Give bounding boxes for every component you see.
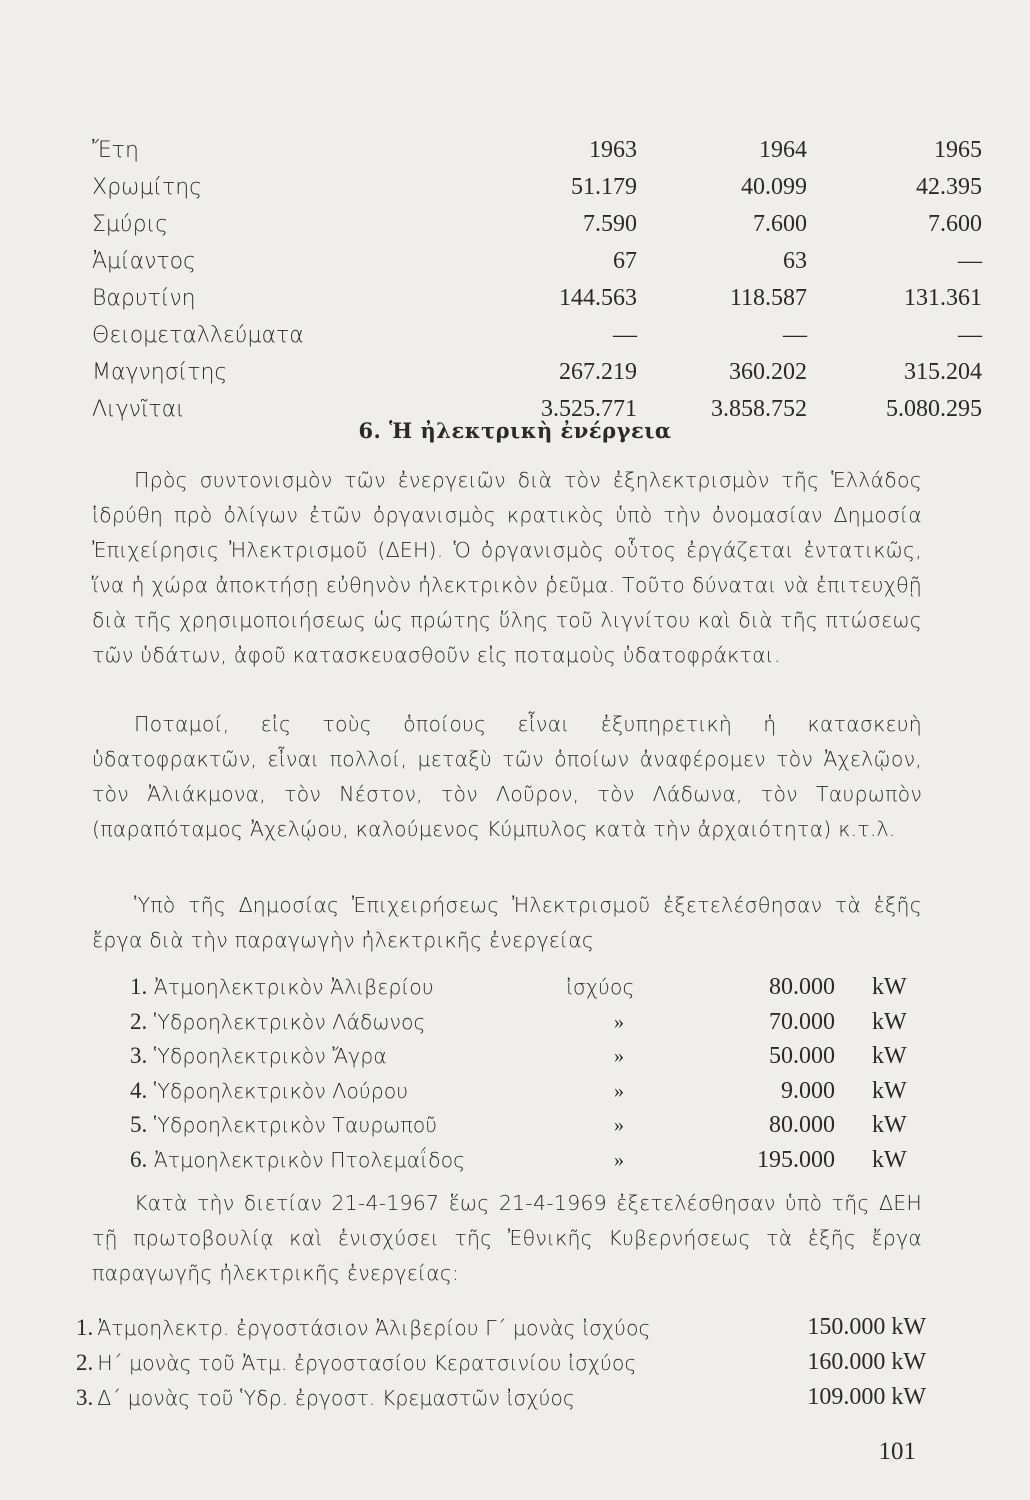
capacity-value: 109.000 kW bbox=[807, 1384, 926, 1410]
unit-description: Δ΄ μονὰς τοῦ Ὑδρ. ἐργοστ. Κρεμαστῶν ἰσχύος bbox=[97, 1386, 575, 1410]
table-cell: 267.219 bbox=[559, 359, 637, 385]
paragraph: Κατὰ τὴν διετίαν 21-4-1967 ἕως 21-4-1969 ἐξετελέσθησαν ὑπὸ τῆς ΔΕΗ τῇ πρωτοβουλίᾳ καὶ ἐνισχύσει τῆς Ἐθνικῆς Κυβερνήσεως τὰ ἑξῆς ἔργα παραγωγῆς ἠλεκτρικῆς ἐνεργείας: bbox=[92, 1191, 922, 1285]
mineral-name: Χρωμίτης bbox=[92, 175, 203, 200]
list-item bbox=[130, 1039, 920, 1074]
power-plants-list bbox=[130, 970, 920, 1177]
list-item bbox=[130, 1005, 920, 1040]
mineral-name: Θειομεταλλεύματα bbox=[92, 323, 304, 348]
capacity-value: 160.000 kW bbox=[807, 1349, 926, 1375]
table-cell: 40.099 bbox=[741, 174, 807, 200]
capacity-value: 195.000 bbox=[757, 1146, 835, 1173]
item-number: 3. bbox=[76, 1385, 94, 1410]
table-row bbox=[92, 206, 982, 243]
capacity-value: 150.000 kW bbox=[807, 1314, 926, 1340]
item-number: 1. bbox=[130, 974, 148, 999]
capacity-value: 80.000 bbox=[769, 974, 835, 1000]
new-units-list bbox=[76, 1310, 926, 1415]
list-item bbox=[130, 1143, 920, 1178]
table-cell: 7.590 bbox=[583, 211, 637, 237]
list-item bbox=[130, 1074, 920, 1109]
header-label: Ἔτη bbox=[92, 138, 139, 163]
plant-name: Ὑδροηλεκτρικὸν Λάδωνος bbox=[153, 1009, 426, 1034]
table-cell: 3.525.771 bbox=[541, 396, 637, 422]
list-item bbox=[130, 1108, 920, 1143]
unit-label: kW bbox=[872, 1043, 907, 1069]
table-cell: 7.600 bbox=[753, 211, 807, 237]
unit-label: kW bbox=[872, 1008, 907, 1035]
minerals-table bbox=[92, 132, 982, 428]
page-number: 101 bbox=[878, 1438, 916, 1465]
table-cell: 3.858.752 bbox=[711, 396, 807, 422]
item-number: 1. bbox=[76, 1315, 94, 1340]
list-item bbox=[76, 1310, 926, 1345]
capacity-value: 9.000 bbox=[781, 1077, 835, 1104]
item-number: 5. bbox=[130, 1112, 148, 1137]
mineral-name: Μαγνησίτης bbox=[92, 360, 228, 385]
table-cell: 360.202 bbox=[729, 359, 807, 385]
plant-name: Ὑδροηλεκτρικὸν Ἄγρα bbox=[153, 1044, 387, 1068]
table-cell: — bbox=[613, 322, 637, 348]
header-year: 1965 bbox=[934, 137, 982, 163]
table-cell: 144.563 bbox=[559, 285, 637, 311]
capacity-value: 70.000 bbox=[769, 1008, 835, 1035]
table-row bbox=[92, 354, 982, 391]
table-cell: 7.600 bbox=[928, 211, 982, 237]
header-year: 1963 bbox=[589, 137, 637, 163]
header-year: 1964 bbox=[759, 137, 807, 163]
table-row bbox=[92, 280, 982, 317]
table-cell: 131.361 bbox=[904, 285, 982, 311]
ditto-mark: » bbox=[614, 1010, 624, 1033]
unit-label: kW bbox=[872, 1077, 907, 1104]
ditto-mark: » bbox=[614, 1079, 624, 1102]
table-cell: 51.179 bbox=[571, 174, 637, 200]
paragraph: Ὑπὸ τῆς Δημοσίας Ἐπιχειρήσεως Ἠλεκτρισμοῦ ἐξετελέσθησαν τὰ ἑξῆς ἔργα διὰ τὴν παραγωγὴν ἠλεκτρικῆς ἐνεργείας bbox=[92, 893, 922, 952]
table-row bbox=[92, 317, 982, 354]
list-item bbox=[130, 970, 920, 1005]
ditto-mark: » bbox=[614, 1114, 624, 1136]
unit-description: Η΄ μονὰς τοῦ Ἀτμ. ἐργοστασίου Κερατσινίου ἰσχύος bbox=[97, 1351, 637, 1375]
ditto-mark: » bbox=[614, 1045, 624, 1067]
unit-label: kW bbox=[872, 974, 907, 1000]
mineral-name: Ἀμίαντος bbox=[92, 249, 196, 274]
table-row bbox=[92, 169, 982, 206]
table-cell: 315.204 bbox=[904, 359, 982, 385]
unit-label: kW bbox=[872, 1112, 907, 1138]
list-item bbox=[76, 1380, 926, 1415]
capacity-value: 80.000 bbox=[769, 1112, 835, 1138]
table-cell: 67 bbox=[613, 248, 637, 274]
mineral-name: Λιγνῖται bbox=[92, 397, 185, 422]
plant-name: Ὑδροηλεκτρικὸν Λούρου bbox=[153, 1078, 409, 1103]
table-cell: — bbox=[958, 322, 982, 348]
item-number: 2. bbox=[76, 1350, 94, 1375]
unit-label: kW bbox=[872, 1146, 907, 1173]
ditto-mark: » bbox=[614, 1148, 624, 1171]
unit-description: Ἀτμοηλεκτρ. ἐργοστάσιον Ἀλιβερίου Γ΄ μονὰς ἰσχύος bbox=[97, 1316, 651, 1340]
plant-name: Ὑδροηλεκτρικὸν Ταυρωποῦ bbox=[153, 1113, 438, 1137]
paragraph: Πρὸς συντονισμὸν τῶν ἐνεργειῶν διὰ τὸν ἐξηλεκτρισμὸν τῆς Ἑλλάδος ἱδρύθη πρὸ ὀλίγων ἐτῶν ὀργανισμὸς κρατικὸς ὑπὸ τὴν ὀνομασίαν Δημοσία Ἐπιχείρησις Ἠλεκτρισμοῦ (ΔΕΗ). Ὁ ὀργανισμὸς οὗτος ἐργάζεται ἐντατικῶς, ἵνα ἡ χώρα ἀποκτήσῃ εὐθηνὸν ἠλεκτρικὸν ῥεῦμα. Τοῦτο δύναται νὰ ἐπιτευχθῇ διὰ τῆς χρησιμοποιήσεως ὡς πρώτης ὕλης τοῦ λιγνίτου καὶ διὰ τῆς πτώσεως τῶν ὑδάτων, ἀφοῦ κατασκευασθοῦν εἰς ποταμοὺς ὑδατοφράκται. bbox=[92, 468, 922, 667]
table-cell: 5.080.295 bbox=[886, 396, 982, 422]
table-cell: — bbox=[783, 322, 807, 348]
item-number: 2. bbox=[130, 1008, 148, 1034]
mineral-name: Βαρυτίνη bbox=[92, 286, 196, 311]
item-number: 6. bbox=[130, 1146, 148, 1172]
table-cell: — bbox=[958, 248, 982, 274]
item-number: 3. bbox=[130, 1043, 148, 1068]
table-row bbox=[92, 243, 982, 280]
paragraph: Ποταμοί, εἰς τοὺς ὁποίους εἶναι ἐξυπηρετικὴ ἡ κατασκευὴ ὑδατοφρακτῶν, εἶναι πολλοί, μεταξὺ τῶν ὁποίων ἀναφέρομεν τὸν Ἀχελῷον, τὸν Ἀλιάκμονα, τὸν Νέστον, τὸν Λοῦρον, τὸν Λάδωνα, τὸν Ταυρωπὸν (παραπόταμος Ἀχελῴου, καλούμενος Κύμπυλος κατὰ τὴν ἀρχαιότητα) κ.τ.λ. bbox=[92, 712, 922, 841]
mineral-name: Σμύρις bbox=[92, 212, 169, 237]
plant-name: Ἀτμοηλεκτρικὸν Πτολεμαΐδος bbox=[153, 1147, 466, 1172]
table-cell: 63 bbox=[783, 248, 807, 274]
table-cell: 118.587 bbox=[729, 285, 807, 311]
plant-name: Ἀτμοηλεκτρικὸν Ἀλιβερίου bbox=[153, 975, 434, 999]
table-cell: 42.395 bbox=[916, 174, 982, 200]
capacity-value: 50.000 bbox=[769, 1043, 835, 1069]
section-title: 6. Ἡ ἠλεκτρικὴ ἐνέργεια bbox=[358, 418, 672, 443]
table-header-row bbox=[92, 132, 982, 169]
item-number: 4. bbox=[130, 1077, 148, 1103]
capacity-label: ἰσχύος bbox=[566, 975, 635, 999]
list-item bbox=[76, 1345, 926, 1380]
